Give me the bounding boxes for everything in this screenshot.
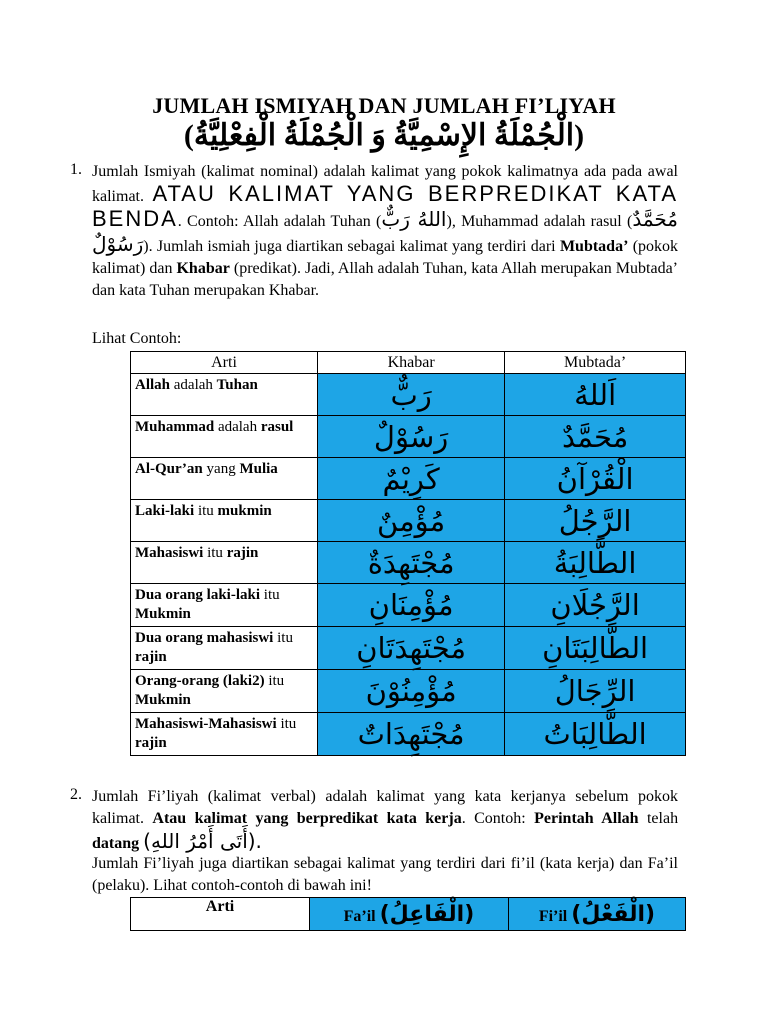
section-1-caps: ATAU KALIMAT YANG BERPREDIKAT KATA BENDA	[92, 181, 679, 231]
header-arti: Arti	[131, 352, 318, 374]
section-2-example-arabic: (أَتَى أَمْرُ اللهِ).	[143, 829, 262, 853]
arti-connector: itu	[276, 716, 297, 732]
row-mubtada-arabic: اَللهُ	[505, 374, 686, 416]
section-1-khabar: Khabar	[176, 260, 230, 277]
arti-subject: Mahasiswi	[135, 545, 204, 561]
table-row	[131, 374, 686, 416]
arti-predicate: Tuhan	[216, 377, 258, 393]
filiyah-table	[130, 897, 686, 931]
table-row	[131, 627, 686, 670]
arti-subject: Laki-laki	[135, 503, 195, 519]
arti-predicate: rajin	[226, 545, 259, 561]
header-khabar: Khabar	[318, 352, 505, 374]
table-row	[131, 416, 686, 458]
arti-predicate: rajin	[135, 649, 167, 665]
row-arti	[131, 374, 318, 416]
section-2-paragraph-2: Jumlah Fi’liyah juga diartikan sebagai kalimat yang terdiri dari fi’il (kata kerja) dan Fa’il (pelaku). Lihat contoh-contoh di bawah ini!	[92, 855, 678, 894]
section-1-example-1-arabic: اللهُ رَبٌّ	[381, 207, 447, 231]
arti-connector: yang	[202, 461, 240, 477]
row-mubtada-arabic: الطَّالِبَتَانِ	[505, 627, 686, 670]
header-fiil	[508, 898, 685, 931]
arti-predicate: mukmin	[217, 503, 272, 519]
row-arti	[131, 542, 318, 584]
arti-connector: itu	[260, 587, 280, 603]
row-arti	[131, 416, 318, 458]
arti-connector: itu	[203, 545, 227, 561]
ismiyah-table	[130, 351, 686, 756]
arti-predicate: Mulia	[239, 461, 278, 477]
arti-predicate: rajin	[135, 735, 167, 751]
arti-subject: Dua orang mahasiswi	[135, 630, 274, 646]
section-2-number: 2.	[70, 786, 82, 803]
arti-subject: Muhammad	[135, 419, 215, 435]
section-2-bold-c: datang	[92, 835, 140, 852]
table-row	[131, 500, 686, 542]
section-2-bold-b: Perintah Allah	[534, 810, 639, 827]
arti-subject: Allah	[135, 377, 171, 393]
filiyah-table-header	[131, 898, 686, 931]
table-row	[131, 458, 686, 500]
row-khabar-arabic: مُؤْمِنُوْنَ	[318, 670, 505, 713]
row-arti	[131, 713, 318, 756]
table-row	[131, 584, 686, 627]
section-1-paragraph	[92, 161, 678, 302]
row-arti	[131, 670, 318, 713]
section-1-text-c: ), Muhammad adalah rasul (	[446, 213, 633, 230]
row-mubtada-arabic: الرَّجُلُ	[505, 500, 686, 542]
section-2-text-b: . Contoh:	[461, 810, 526, 827]
section-1-number: 1.	[70, 161, 82, 178]
table-row	[131, 542, 686, 584]
arti-subject: Orang-orang (laki2)	[135, 673, 265, 689]
row-mubtada-arabic: الطَّالِبَاتُ	[505, 713, 686, 756]
section-1-text-a: Jumlah Ismiyah (kalimat nominal) adalah kalimat yang pokok kalimatnya ada pada awal kalimat.	[92, 163, 678, 205]
row-khabar-arabic: مُؤْمِنَانِ	[318, 584, 505, 627]
row-mubtada-arabic: الطَّالِبَةُ	[505, 542, 686, 584]
row-mubtada-arabic: الرِّجَالُ	[505, 670, 686, 713]
arti-subject: Al-Qur’an	[135, 461, 203, 477]
row-arti	[131, 627, 318, 670]
header-fiil-label: Fi’il	[538, 907, 568, 925]
row-khabar-arabic: رَسُوْلٌ	[318, 416, 505, 458]
section-2-bold-a: Atau kalimat yang berpredikat kata kerja	[152, 810, 462, 827]
row-khabar-arabic: مُجْتَهِدَتَانِ	[318, 627, 505, 670]
header-fail	[310, 898, 509, 931]
row-khabar-arabic: مُؤْمِنٌ	[318, 500, 505, 542]
arti-connector: itu	[264, 673, 285, 689]
table-row	[131, 670, 686, 713]
header-arti-2: Arti	[131, 898, 310, 931]
arti-predicate: rasul	[260, 419, 294, 435]
row-khabar-arabic: رَبٌّ	[318, 374, 505, 416]
row-mubtada-arabic: مُحَمَّدٌ	[505, 416, 686, 458]
row-mubtada-arabic: الرَّجُلَانِ	[505, 584, 686, 627]
arti-predicate: Mukmin	[135, 606, 191, 622]
row-khabar-arabic: مُجْتَهِدَةٌ	[318, 542, 505, 584]
row-arti	[131, 584, 318, 627]
arti-connector: adalah	[170, 377, 217, 393]
header-mubtada: Mubtada’	[505, 352, 686, 374]
arti-subject: Dua orang laki-laki	[135, 587, 261, 603]
section-2-text-c: telah	[646, 810, 679, 827]
row-arti	[131, 458, 318, 500]
header-fiil-arabic: (الْفَعْلُ)	[571, 901, 656, 927]
header-fail-arabic: (الْفَاعِلُ)	[379, 901, 475, 927]
section-1-text-f: (predikat). Jadi, Allah adalah Tuhan, kata Allah merupakan Mubtada’ dan kata Tuhan merupakan Khabar.	[92, 260, 678, 299]
arti-connector: adalah	[214, 419, 261, 435]
page-title: JUMLAH ISMIYAH DAN JUMLAH FI’LIYAH	[152, 93, 616, 118]
arti-connector: itu	[273, 630, 293, 646]
section-2-text-a: Jumlah Fi’liyah (kalimat verbal) adalah kalimat yang kata kerjanya sebelum pokok kalimat.	[92, 788, 678, 827]
header-fail-label: Fa’il	[343, 907, 376, 925]
section-1-example-2-arabic: مُحَمَّدٌ رَسُوْلٌ	[92, 207, 679, 256]
section-1-text-e: (pokok kalimat) dan	[92, 238, 679, 277]
row-mubtada-arabic: الْقُرْآنُ	[505, 458, 686, 500]
ismiyah-table-header	[131, 352, 686, 374]
section-1-text-d: ). Jumlah ismiah juga diartikan sebagai kalimat yang terdiri dari	[143, 238, 556, 255]
section-2-paragraph	[92, 786, 678, 855]
row-khabar-arabic: مُجْتَهِدَاتٌ	[318, 713, 505, 756]
arti-connector: itu	[194, 503, 218, 519]
arti-subject: Mahasiswi-Mahasiswi	[135, 716, 277, 732]
section-1-text-b: . Contoh: Allah adalah Tuhan (	[177, 213, 382, 230]
section-1-lihat: Lihat Contoh:	[92, 330, 182, 347]
section-1-mubtada: Mubtada’	[559, 238, 629, 255]
row-khabar-arabic: كَرِيْمٌ	[318, 458, 505, 500]
page-subtitle-arabic: (الْجُمْلَةُ الإِسْمِيَّةُ وَ الْجُمْلَةُ الْفِعْلِيَّةُ)	[183, 119, 585, 152]
row-arti	[131, 500, 318, 542]
arti-predicate: Mukmin	[135, 692, 191, 708]
table-row	[131, 713, 686, 756]
